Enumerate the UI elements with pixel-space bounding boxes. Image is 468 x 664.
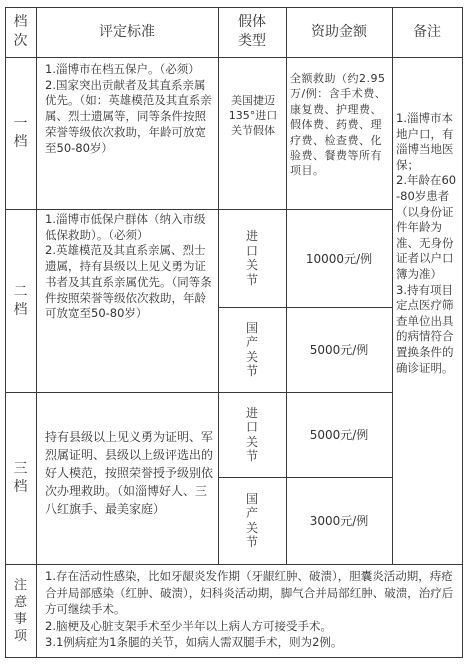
grade-1-criteria: 1.淄博市在档五保户。（必须） 2.国家突出贡献者及其直系亲属优先。（如：英雄模范及其直系亲属、烈士遗属等，同等条件按照荣誉等级依次救助，年龄可放宽至50-80岁）: [45, 62, 212, 155]
grid-line: [218, 307, 392, 308]
grid-line: [392, 57, 463, 58]
grid-line: [218, 477, 392, 478]
grid-line: [462, 7, 463, 658]
grade-2-type-imported: 进口关节: [246, 229, 259, 287]
header-criteria: 评定标准: [99, 23, 155, 40]
grade-3-type-imported: 进口关节: [246, 405, 259, 463]
grid-line: [5, 209, 392, 210]
grade-1-amount: 全额救助（约2.95万/例：含手术费、康复费、护理费、假体费、药费、理疗费、检查费、化验费、餐费等所有项目。: [290, 72, 387, 178]
header-grade: 档次: [13, 14, 28, 49]
grade-2-amount-domestic: 5000元/例: [309, 343, 369, 357]
grade-1-label: 一档: [13, 116, 28, 150]
grade-1-prosthesis: 美国捷迈 135°进口 关节假体: [228, 94, 278, 137]
grade-2-type-domestic: 国产关节: [246, 320, 259, 378]
remarks-text: 1.淄博市本地户口，有淄博当地医保； 2.年龄在60-80岁患者（以身份证件年龄为准、无身份证者以户口簿为准） 3.持有项目定点医疗筛查单位出具的病情符合置换条件的确诊证明。: [396, 111, 457, 375]
grid-line: [286, 7, 287, 564]
grade-3-amount-domestic: 3000元/例: [309, 514, 369, 528]
grade-3-amount-imported: 5000元/例: [309, 428, 369, 442]
header-amount: 资助金额: [311, 23, 367, 40]
grade-2-criteria: 1.淄博市低保户群体（纳入市级低保救助）。（必须） 2.英雄模范及其直系亲属、烈士遗属，持有县级以上见义勇为证书者及其直系亲属优先。（同等条件按照荣誉等级依次救助，年龄可放宽至50-80岁）: [45, 212, 212, 321]
grid-line: [5, 7, 6, 658]
grid-line: [5, 7, 463, 8]
header-remarks: 备注: [413, 23, 441, 40]
grid-line: [218, 7, 219, 564]
grid-line: [392, 7, 393, 564]
grid-line: [5, 564, 463, 565]
grade-3-label: 三档: [13, 461, 28, 495]
grid-line: [5, 57, 392, 58]
grade-2-amount-imported: 10000元/例: [305, 251, 373, 266]
grade-3-type-domestic: 国产关节: [246, 491, 259, 549]
grade-3-criteria: 持有县级以上见义勇为证明、军烈属证明、县级以上级评选出的好人模范，按照荣誉授予级别依次办理救助。（如淄博好人、三八红旗手、最美家庭）: [45, 430, 214, 516]
header-prosthesis-type: 假体类型: [238, 14, 266, 49]
notes-text: 1.存在活动性感染，比如牙龈炎发作期（牙龈红肿、破溃），胆囊炎活动期，痔疮合并局部感染（红肿、破溃），妇科炎活动期，脚气合并局部红肿、破溃，治疗后方可继续手术。 2.脑梗及心脏支架手术至少半年以上病人方可接受手术。 3.1例病症为1条腿的关节，如病人需双腿手术，则为2例。: [45, 569, 454, 649]
grid-line: [5, 657, 463, 658]
grid-line: [36, 7, 37, 658]
notes-label: 注意事项: [13, 577, 27, 644]
grid-line: [5, 392, 392, 393]
grade-2-label: 二档: [13, 283, 28, 318]
